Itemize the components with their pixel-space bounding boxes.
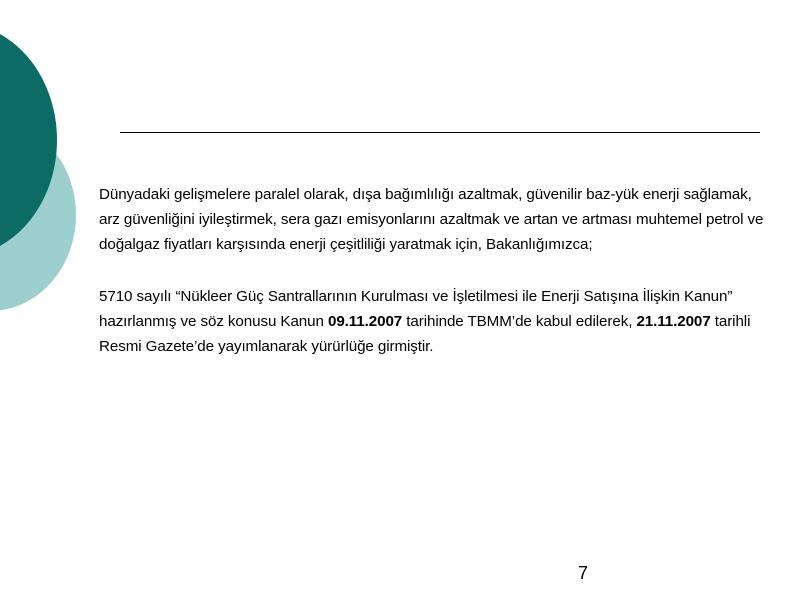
gazette-date: 21.11.2007 <box>636 312 711 330</box>
page-number: 7 <box>578 563 589 583</box>
law-text-part-2: tarihinde TBMM’de kabul edilerek, <box>402 312 637 330</box>
slide-body <box>99 182 769 359</box>
law-text-part-3: tarihli Resmi Gazete’de yayımlanarak yürürlüğe girmiştir. <box>99 312 751 356</box>
title-divider-line <box>120 132 760 133</box>
paragraph-intro: Dünyadaki gelişmelere paralel olarak, dışa bağımlılığı azaltmak, güvenilir baz-yük enerji sağlamak, arz güvenliğini iyileştirmek, sera gazı emisyonlarını azaltmak ve artan ve artması muhtemel petrol ve doğalgaz fiyatları karşısında enerji çeşitliliği yaratmak için, Bakanlığımızca; <box>99 186 764 254</box>
paragraph-law <box>99 284 769 360</box>
adoption-date: 09.11.2007 <box>327 312 403 330</box>
law-text-part-1: 5710 sayılı “Nükleer Güç Santrallarının Kurulması ve İşletilmesi ile Enerji Satışına İlişkin Kanun” hazırlanmış ve söz konusu Kanun <box>99 287 733 330</box>
